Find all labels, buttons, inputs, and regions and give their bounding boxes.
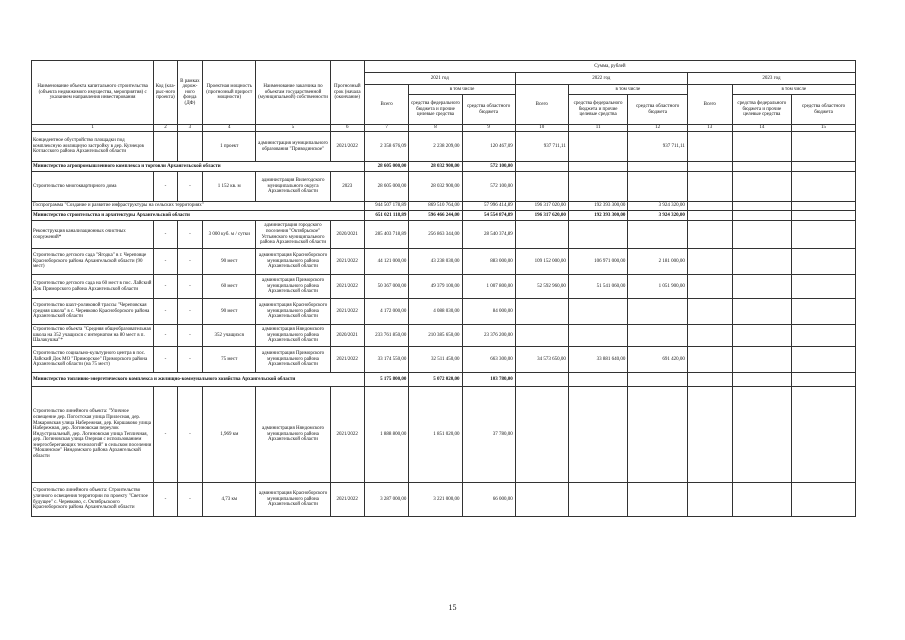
amount-cell [792,325,856,347]
header-year-2023: 2023 год [687,73,855,85]
term-cell: 2021/2022 [330,249,364,275]
amount-cell [732,249,792,275]
header-customer: Наименование заказчика по объектам государственной (муниципальной) собственности [256,61,330,125]
term-cell: 2021/2022 [330,299,364,325]
amount-cell: 34 573 650,00 [515,347,568,373]
amount-cell [687,132,732,162]
table-row [32,275,856,299]
customer-cell: администрация Приморского муниципального района Архангельской области [256,275,330,299]
customer-cell: администрация Красноборского муниципального района Архангельской области [256,483,330,517]
table-row [32,132,856,162]
column-number-row [32,125,856,132]
column-number: 4 [203,125,256,132]
amount-cell [628,221,688,249]
amount-cell [515,325,568,347]
capacity-cell: 352 учащихся [203,325,256,347]
code-cell [154,132,177,162]
amount-cell [568,162,628,172]
fund-cell: - [177,347,203,373]
object-name-cell: Строительство многоквартирного дома [32,172,154,202]
amount-cell: 49 379 100,00 [409,275,462,299]
amount-cell [515,483,568,517]
section-title-cell: Министерство строительства и архитектуры Архангельской области [32,211,365,221]
header-term: Прогнозный срок (начала (окончание) [330,61,364,125]
code-cell: - [154,299,177,325]
amount-cell [515,172,568,202]
amount-cell [732,162,792,172]
amount-cell: 233 761 850,00 [364,325,409,347]
term-cell: 2021/2022 [330,275,364,299]
customer-cell: администрация городского поселения "Октябрьское" Устьянского муниципального района Архангельской области [256,221,330,249]
amount-cell [792,275,856,299]
column-number: 7 [364,125,409,132]
header-total-2022: Всего [515,85,568,125]
amount-cell: 44 121 000,00 [364,249,409,275]
amount-cell: 28 032 900,00 [409,172,462,202]
object-name-cell: Строительство объекта "Средняя общеобразовательная школа на 352 учащихся с интернатом на 80 мест в п. Шалакушка"* [32,325,154,347]
fund-cell: - [177,299,203,325]
header-fund: В рамках дорож-ного фонда (ДФ) [177,61,203,125]
object-name-cell: Строительство линейного объекта: Строительство уличного освещения территории по проекту "Светлое будущее" с. Черевково, с. Октябрьскоого Красноборского района Архангельской области [32,483,154,517]
amount-cell: 54 554 874,89 [462,211,515,221]
capacity-cell: 4,73 км [203,483,256,517]
amount-cell [628,162,688,172]
amount-cell: 28 605 000,00 [364,172,409,202]
amount-cell: 256 863 344,00 [409,221,462,249]
header-incl-2022: в том числе [568,85,687,95]
object-name-cell: Строительство линейного объекта: "Уличное освещение дер. Погостская улица Прилесная, дер. Макаровская улица Набережная, дер. Коршаково улица Набережная, дер. Логиновская переулок Индустриальный, дер. Логиновская улица Тепличная, дер. Логиновская улица Озерная с использованием энергосберегающих технологий" в сельском поселении "Мошинское" Няндомского района Архангельской области [32,387,154,483]
amount-cell: 196 317 620,00 [515,211,568,221]
amount-cell [732,373,792,387]
capacity-cell: 75 мест [203,347,256,373]
amount-cell: 572 100,00 [462,172,515,202]
code-cell: - [154,275,177,299]
amount-cell: 1 007 800,00 [462,275,515,299]
amount-cell: 869 510 764,00 [409,202,462,211]
amount-cell: 106 971 000,00 [568,249,628,275]
amount-cell [687,299,732,325]
table-row [32,221,856,249]
amount-cell [792,299,856,325]
table-body [32,132,856,517]
fund-cell: - [177,249,203,275]
fund-cell: - [177,275,203,299]
amount-cell [792,373,856,387]
amount-cell [687,373,732,387]
object-name-cell: Строительство социально-культурного центра в пос. Лайский Док МО "Приморское" Приморского района Архангельской области (на 75 мест) [32,347,154,373]
amount-cell [687,387,732,483]
object-name-cell: Строительство шахт-роликовой трассы "Череповская средняя школа" в с. Черевково Красноборского района Архангельской области [32,299,154,325]
investment-table [31,60,856,517]
capacity-cell: 60 мест [203,275,256,299]
header-total-2021: Всего [364,85,409,125]
capacity-cell: 90 мест [203,299,256,325]
amount-cell [792,132,856,162]
amount-cell [792,387,856,483]
amount-cell [687,275,732,299]
capacity-cell: 1 152 кв. м [203,172,256,202]
amount-cell: 572 100,00 [462,162,515,172]
amount-cell [732,325,792,347]
header-fed-2023: средства федерального бюджета и прочие целевые средства [732,95,792,125]
capacity-cell: 1,969 км [203,387,256,483]
column-number: 5 [256,125,330,132]
amount-cell [732,172,792,202]
code-cell: - [154,347,177,373]
amount-cell: 944 507 178,89 [364,202,409,211]
amount-cell [515,387,568,483]
amount-cell: 51 541 060,00 [568,275,628,299]
amount-cell [628,299,688,325]
amount-cell [732,387,792,483]
amount-cell: 192 393 300,00 [568,211,628,221]
column-number: 13 [687,125,732,132]
amount-cell [687,162,732,172]
column-number: 1 [32,125,154,132]
capacity-cell: 90 мест [203,249,256,275]
amount-cell: 2 238 209,00 [409,132,462,162]
amount-cell [732,211,792,221]
amount-cell: 1 051 900,00 [628,275,688,299]
amount-cell [568,373,628,387]
header-fed-2021: средства федерального бюджета и прочие целевые средства [409,95,462,125]
amount-cell [568,132,628,162]
investment-table-sheet [31,60,856,517]
code-cell: - [154,483,177,517]
capacity-cell: 3 000 куб. м / сутки [203,221,256,249]
amount-cell: 883 000,00 [462,249,515,275]
amount-cell: 192 393 300,00 [568,202,628,211]
customer-cell: администрация Вилегодского муниципального округа Архангельской области [256,172,330,202]
column-number: 8 [409,125,462,132]
object-name-cell: Концедентное обустройство площадки под комплексную жилищную застройку в дер. Кузнецов Котласского района Архангельской области [32,132,154,162]
amount-cell [732,221,792,249]
amount-cell [628,483,688,517]
customer-cell: администрация Красноборского муниципального района Архангельской области [256,299,330,325]
code-cell: - [154,249,177,275]
section-row [32,373,856,387]
header-year-2021: 2021 год [364,73,515,85]
amount-cell: 1 851 020,00 [409,387,462,483]
header-total-2023: Всего [687,85,732,125]
amount-cell [628,172,688,202]
amount-cell [732,275,792,299]
amount-cell: 66 000,00 [462,483,515,517]
amount-cell: 651 021 118,89 [364,211,409,221]
amount-cell: 691 420,00 [628,347,688,373]
amount-cell: 109 152 000,00 [515,249,568,275]
table-header [32,61,856,132]
table-row [32,299,856,325]
amount-cell [568,483,628,517]
amount-cell [628,373,688,387]
header-fed-2022: средства федерального бюджета и прочие целевые средства [568,95,628,125]
table-row [32,325,856,347]
amount-cell: 663 300,00 [462,347,515,373]
amount-cell: 4 172 000,00 [364,299,409,325]
customer-cell: администрация Няндомского муниципального района Архангельской области [256,325,330,347]
customer-cell: администрация муниципального образования "Приводинское" [256,132,330,162]
amount-cell: 57 996 414,89 [462,202,515,211]
amount-cell: 32 511 450,00 [409,347,462,373]
amount-cell: 2 181 000,00 [628,249,688,275]
amount-cell [792,249,856,275]
table-row [32,387,856,483]
table-row [32,172,856,202]
customer-cell: администрация Няндомского муниципального района Архангельской области [256,387,330,483]
column-number: 10 [515,125,568,132]
amount-cell: 28 540 374,89 [462,221,515,249]
amount-cell [628,325,688,347]
table-row [32,347,856,373]
term-cell: 2021/2022 [330,347,364,373]
amount-cell [515,162,568,172]
amount-cell [792,483,856,517]
section-row [32,211,856,221]
term-cell: 2021/2022 [330,483,364,517]
amount-cell [687,249,732,275]
amount-cell: 28 032 900,00 [409,162,462,172]
amount-cell [687,325,732,347]
header-reg-2021: средства областного бюджета [462,95,515,125]
column-number: 6 [330,125,364,132]
amount-cell [515,373,568,387]
amount-cell [687,211,732,221]
section-row [32,202,856,211]
amount-cell: 2 358 676,09 [364,132,409,162]
amount-cell: 1 888 800,00 [364,387,409,483]
code-cell: - [154,221,177,249]
amount-cell [687,221,732,249]
amount-cell [628,387,688,483]
term-cell: 2021/2022 [330,132,364,162]
page-number: 15 [448,603,457,612]
section-title-cell: Министерство агропромышленного комплекса и торговли Архангельской области [32,162,365,172]
customer-cell: администрация Красноборского муниципального района Архангельской области [256,249,330,275]
amount-cell [732,202,792,211]
amount-cell: 28 605 000,00 [364,162,409,172]
amount-cell [732,299,792,325]
amount-cell [792,221,856,249]
amount-cell: 120 467,09 [462,132,515,162]
object-name-cell: Строительство детского сада "Ягодка" в г. Череповце Красноборского района Архангельской области (90 мест) [32,249,154,275]
column-number: 3 [177,125,203,132]
column-number: 12 [628,125,688,132]
amount-cell: 103 780,00 [462,373,515,387]
header-sum: Сумма, рублей [364,61,855,73]
object-name-cell: Реконструкция канализационных очистных сооружений* [32,221,154,249]
amount-cell: 37 780,00 [462,387,515,483]
term-cell: 2020/2021 [330,325,364,347]
header-reg-2023: средства областного бюджета [792,95,856,125]
amount-cell [568,325,628,347]
column-number: 9 [462,125,515,132]
fund-cell: - [177,172,203,202]
amount-cell: 196 317 020,00 [515,202,568,211]
table-row [32,249,856,275]
amount-cell: 23 376 200,00 [462,325,515,347]
amount-cell: 3 924 320,00 [628,202,688,211]
amount-cell: 596 466 244,00 [409,211,462,221]
amount-cell: 285 403 718,89 [364,221,409,249]
fund-cell: - [177,387,203,483]
term-cell: 2023 [330,172,364,202]
amount-cell [732,132,792,162]
fund-cell: - [177,483,203,517]
customer-cell: администрация Приморского муниципального района Архангельской области [256,347,330,373]
amount-cell [687,172,732,202]
term-cell: 2020/2021 [330,221,364,249]
amount-cell [792,172,856,202]
amount-cell: 84 000,00 [462,299,515,325]
amount-cell [792,211,856,221]
header-capacity: Проектная мощность (прогнозный прирост мощности) [203,61,256,125]
amount-cell: 210 385 650,00 [409,325,462,347]
amount-cell [732,347,792,373]
amount-cell: 937 711,11 [628,132,688,162]
amount-cell [568,387,628,483]
amount-cell: 5 072 020,00 [409,373,462,387]
amount-cell: 937 711,11 [515,132,568,162]
header-reg-2022: средства областного бюджета [628,95,688,125]
amount-cell [515,299,568,325]
section-row [32,162,856,172]
object-name-cell: Строительство детского сада на 60 мест в пос. Лайский Док Приморского района Архангельской области [32,275,154,299]
column-number: 15 [792,125,856,132]
amount-cell: 3 287 000,00 [364,483,409,517]
header-name: Наименование объекта капитального строительства (объекта недвижимого имущества, мероприятия) с указанием направления инвестирования [32,61,154,125]
amount-cell [568,299,628,325]
amount-cell: 4 088 030,00 [409,299,462,325]
amount-cell: 5 175 800,00 [364,373,409,387]
amount-cell [687,202,732,211]
amount-cell: 43 238 030,00 [409,249,462,275]
amount-cell: 33 174 550,00 [364,347,409,373]
amount-cell: 52 592 960,00 [515,275,568,299]
term-cell: 2021/2022 [330,387,364,483]
fund-cell [177,132,203,162]
code-cell: - [154,172,177,202]
table-row [32,483,856,517]
amount-cell [568,172,628,202]
amount-cell [687,483,732,517]
fund-cell: - [177,221,203,249]
amount-cell [792,202,856,211]
column-number: 11 [568,125,628,132]
header-year-2022: 2022 год [515,73,687,85]
amount-cell: 3 924 320,00 [628,211,688,221]
amount-cell [687,347,732,373]
section-title-cell: Министерство топливно-энергетического комплекса и жилищно-коммунального хозяйства Архангельской области [32,373,365,387]
header-incl-2021: в том числе [409,85,515,95]
amount-cell: 33 881 640,00 [568,347,628,373]
amount-cell [792,162,856,172]
header-code: Код (кла-рыс-ного проекта) [154,61,177,125]
amount-cell [732,483,792,517]
amount-cell [515,221,568,249]
amount-cell [568,221,628,249]
column-number: 2 [154,125,177,132]
header-incl-2023: в том числе [732,85,855,95]
code-cell: - [154,325,177,347]
fund-cell: - [177,325,203,347]
amount-cell: 3 221 000,00 [409,483,462,517]
section-title-cell: Госпрограмма "Создание и развитие инфраструктуры на сельских территориях" [32,202,365,211]
amount-cell [792,347,856,373]
capacity-cell: 1 проект [203,132,256,162]
column-number: 14 [732,125,792,132]
code-cell: - [154,387,177,483]
amount-cell: 50 367 000,00 [364,275,409,299]
